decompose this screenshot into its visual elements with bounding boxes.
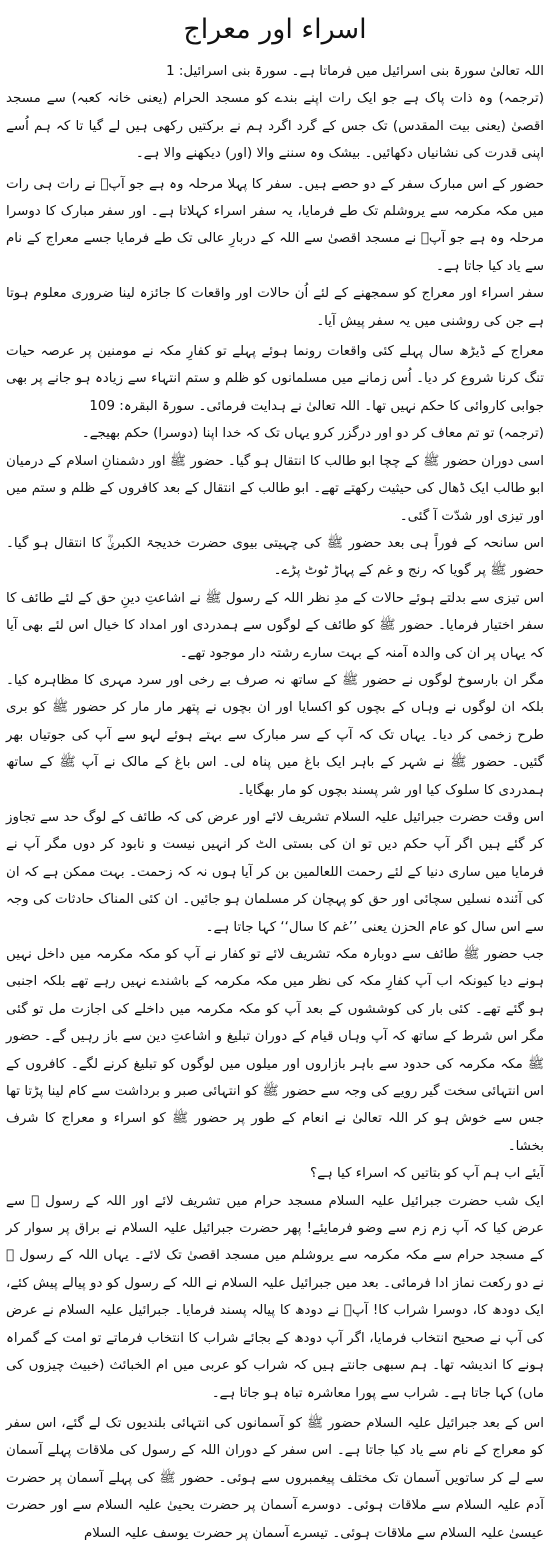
- paragraph-abu-talib: اسی دوران حضور ﷺ کے چچا ابو طالب کا انتقال ہو گیا۔ حضور ﷺ اور دشمنانِ اسلام کے درمیان ابو طالب ایک ڈھال کی حیثیت رکھتے تھے۔ ابو طالب کے انتقال کے بعد کافروں کے ظلم و ستم میں اور تیزی اور شدّت آ گئی۔: [6, 453, 544, 524]
- paragraph-miraj-heavens: اس کے بعد جبرائیل علیہ السلام حضور ﷺ کو آسمانوں کی انتہائی بلندیوں تک لے گئے، اس سفر کو معراج کے نام سے یاد کیا جاتا ہے۔ اس سفر کے دوران اللہ کے رسول کی ملاقات پہلے آسمان سے لے کر ساتویں آسمان تک مختلف پیغمبروں سے ہوئی۔ حضور ﷺ کی پہلے آسمان پر حضرت آدم علیہ السلام سے ملاقات ہوئی۔ دوسرے آسمان پر حضرت یحییٰ علیہ السلام سے اور حضرت عیسیٰ علیہ السلام سے ملاقات ہوئی۔ تیسرے آسمان پر حضرت یوسف علیہ السلام: [6, 1415, 544, 1541]
- paragraph-return-to-makkah: جب حضور ﷺ طائف سے دوبارہ مکہ تشریف لائے تو کفار نے آپ کو مکہ مکرمہ میں داخل نہیں ہونے دیا کیونکہ اب آپ کفارِ مکہ کی نظر میں مکہ مکرمہ کے باشندے نہیں رہے تھے بلکہ اجنبی ہو گئے تھے۔ کئی بار کی کوششوں کے بعد آپ کو مکہ مکرمہ میں داخلے کی اجازت مل تو گئی مگر اس شرط کے ساتھ کہ آپ وہاں قیام کے دوران تبلیغ و اشاعتِ دین سے باز رہیں گے۔ حضور ﷺ مکہ مکرمہ کی حدود سے باہر بازاروں اور میلوں میں لوگوں کو تبلیغ کرنے لگے۔ کافروں کے اس انتہائی سخت گیر رویے کی وجہ سے حضور ﷺ کو انتہائی صبر و برداشت سے کام لینا پڑتا تھا جس سے خوش ہو کر اللہ تعالیٰ نے انعام کے طور پر حضور ﷺ کو اسراء و معراج کا شرف بخشا۔: [6, 947, 544, 1154]
- paragraph-isra-night: ایک شب حضرت جبرائیل علیہ السلام مسجد حرام میں تشریف لائے اور اللہ کے رسول ﷺ سے عرض کیا کہ آپ زم زم سے وضو فرمایئے! پھر حضرت جبرائیل علیہ السلام نے براق پر سوار کر کے مسجد حرام سے مکہ مکرمہ سے یروشلم میں مسجد اقصیٰ تک لائے۔ یہاں اللہ کے رسول ﷺ نے دو رکعت نماز ادا فرمائی۔ بعد میں جبرائیل علیہ السلام نے اللہ کے رسول کو دو پیالے پیش کئے، ایک دودھ کا، دوسرا شراب کا! آپؐ نے دودھ کا پیالہ پسند فرمایا۔ جبرائیل علیہ السلام نے عرض کی آپ نے صحیح انتخاب فرمایا، اگر آپ دودھ کے بجائے شراب کا انتخاب فرماتے تو امت کے گمراہ ہونے کا اندیشہ تھا۔ ہم سبھی جانتے ہیں کہ شراب کو عربی میں ام الخبائث (خبیث چیزوں کی ماں) کہا جاتا ہے۔ شراب سے پورا معاشرہ تباہ ہو جاتا ہے۔: [6, 1193, 544, 1401]
- paragraph-baqarah-translation: (ترجمہ) تو تم معاف کر دو اور درگزر کرو یہاں تک کہ خدا اپنا (دوسرا) حکم بھیجے۔: [81, 426, 544, 442]
- paragraph-journey-stages: حضور کے اس مبارک سفر کے دو حصے ہیں۔ سفر کا پہلا مرحلہ وہ ہے جو آپؐ نے رات ہی رات میں مکہ مکرمہ سے یروشلم تک طے فرمایا، یہ سفر اسراء کہلاتا ہے۔ اور سفر مبارک کا دوسرا مرحلہ وہ ہے جو آپؐ نے مسجد اقصیٰ سے اللہ کے دربارِ عالی تک طے فرمایا جسے معراج کے نام سے یاد کیا جاتا ہے۔: [6, 176, 544, 274]
- paragraph-before-miraj: معراج کے ڈیڑھ سال پہلے کئی واقعات رونما ہوئے پہلے تو کفارِ مکہ نے مومنین پر عرصہ حیات تنگ کرنا شروع کر دیا۔ اُس زمانے میں مسلمانوں کو ظلم و ستم انتہاء سے زیادہ ہو جانے پر بھی جوابی کاروائی کا حکم نہیں تھا۔ اللہ تعالیٰ نے ہدایت فرمائی۔ سورۃ البقرہ: 109: [6, 344, 544, 414]
- paragraph-context: سفر اسراء اور معراج کو سمجھنے کے لئے اُن حالات اور واقعات کا جائزہ لینا ضروری معلوم ہوتا ہے جن کی روشنی میں یہ سفر پیش آیا۔: [6, 286, 544, 329]
- paragraph-verse-translation: (ترجمہ) وہ ذات پاک ہے جو ایک رات اپنے بندے کو مسجد الحرام (یعنی خانہ کعبہ) سے مسجد اقصیٰ (یعنی بیت المقدس) تک جس کے گرد اگرد ہم نے برکتیں رکھی ہیں لے گیا تا کہ ہم اُسے اپنی قدرت کی نشانیاں دکھائیں۔ بیشک وہ سننے والا (اور) دیکھنے والا ہے۔: [6, 91, 544, 162]
- paragraph-khadija: اس سانحہ کے فوراً ہی بعد حضور ﷺ کی چہیتی بیوی حضرت خدیجۃ الکبریٰؓ کا انتقال ہو گیا۔ حضور ﷺ پر گویا کہ رنج و غم کے پہاڑ ٹوٹ پڑے۔: [6, 535, 544, 579]
- paragraph-jibril-offer: اس وقت حضرت جبرائیل علیہ السلام تشریف لائے اور عرض کی کہ طائف کے لوگ حد سے تجاوز کر گئے ہیں اگر آپ حکم دیں تو ان کی بستی الٹ کر انہیں نیست و نابود کر دوں مگر آپ نے فرمایا میں ساری دنیا کے لئے رحمت اللعالمین بن کر آیا ہوں نہ کہ زحمت۔ بہت ممکن ہے کہ ان کی آئندہ نسلیں سچائی اور حق کو پہچان کر مسلمان ہو جائیں۔ ان کئی المناک حادثات کی وجہ سے اس سال کو عام الحزن یعنی ’’غم کا سال‘‘ کہا جاتا ہے۔: [6, 809, 544, 935]
- paragraph-taif-people: مگر ان بارسوخ لوگوں نے حضور ﷺ کے ساتھ نہ صرف بے رخی اور سرد مہری کا مظاہرہ کیا۔ بلکہ ان لوگوں نے وہاں کے بچوں کو اکسایا اور ان بچوں نے پتھر مار مار کر حضور ﷺ کو بری طرح زخمی کر دیا۔ یہاں تک کہ آپ کے سر مبارک سے بہتے ہوئے لہو سے آپ کی جوتیاں بھر گئیں۔ حضور ﷺ نے شہر کے باہر ایک باغ میں پناہ لی۔ اس باغ کے مالک نے آپ ﷺ کے ساتھ ہمدردی کا سلوک کیا اور شر پسند بچوں کو مار بھگایا۔: [6, 672, 544, 798]
- paragraph-what-is-isra: آیئے اب ہم آپ کو بتاتیں کہ اسراء کیا ہے؟: [309, 1166, 544, 1182]
- paragraph-verse-reference: اللہ تعالیٰ سورۃ بنی اسرائیل میں فرماتا ہے۔ سورۃ بنی اسرائیل: 1: [166, 64, 544, 79]
- article-title: اسراء اور معراج: [183, 14, 367, 45]
- paragraph-taif-journey: اس تیزی سے بدلتے ہوئے حالات کے مدِ نظر اللہ کے رسول ﷺ نے اشاعتِ دینِ حق کے لئے طائف کا سفر اختیار فرمایا۔ حضور ﷺ کو طائف کے لوگوں سے ہمدردی اور امداد کا خیال اس لئے بھی آیا کہ یہاں پر ان کی والدہ آمنہ کے بہت سارے رشتہ دار موجود تھے۔: [6, 590, 544, 661]
